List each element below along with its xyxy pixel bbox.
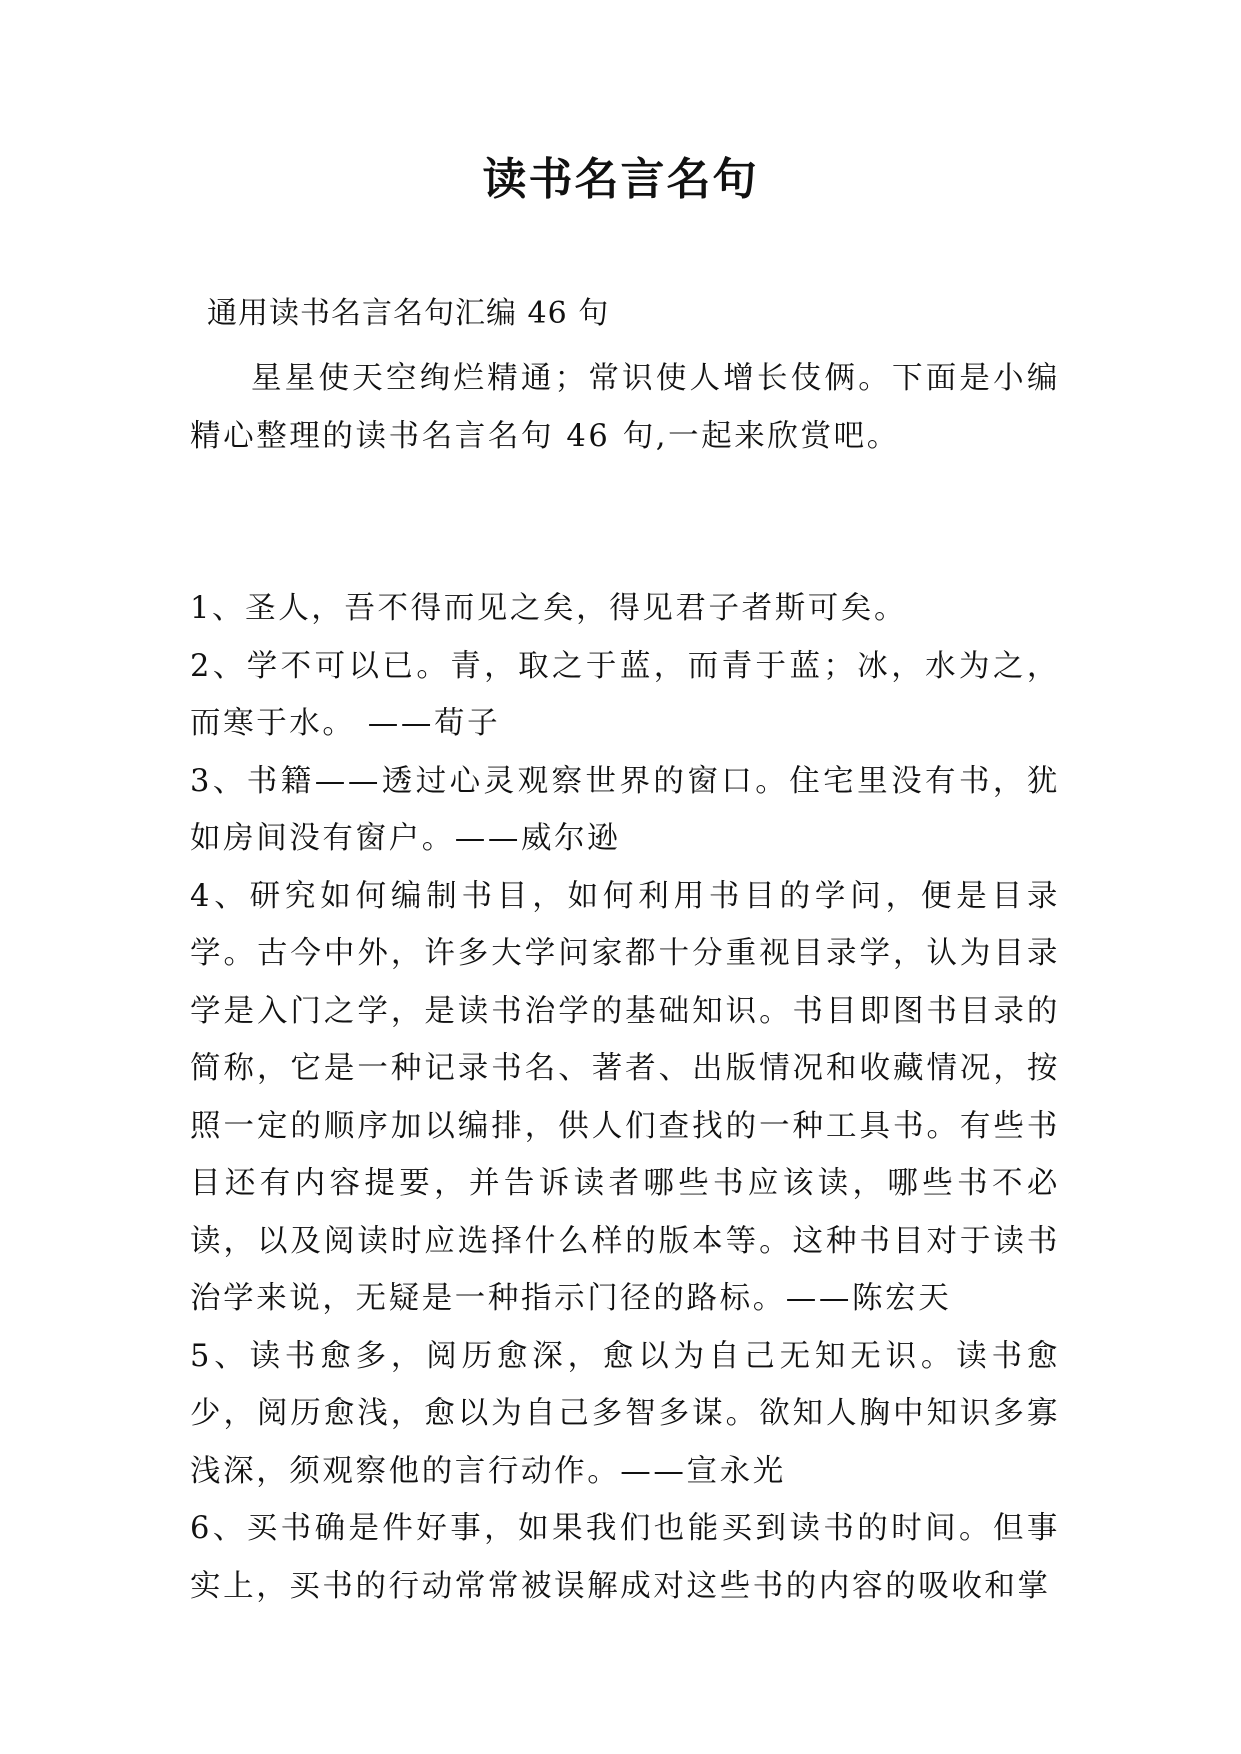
document-body [190, 350, 1060, 1615]
quote-paragraph-3: 3、书籍——透过心灵观察世界的窗口。住宅里没有书，犹如房间没有窗户。——威尔逊 [190, 763, 1060, 856]
quote-paragraph-5: 5、读书愈多，阅历愈深，愈以为自己无知无识。读书愈少，阅历愈浅，愈以为自己多智多谋。欲知人胸中知识多寡浅深，须观察他的言行动作。——宣永光 [190, 1338, 1060, 1489]
quote-paragraph-6: 6、买书确是件好事，如果我们也能买到读书的时间。但事实上，买书的行动常常被误解成对这些书的内容的吸收和掌 [190, 1511, 1060, 1604]
quote-paragraph-4: 4、研究如何编制书目，如何利用书目的学问，便是目录学。古今中外，许多大学问家都十分重视目录学，认为目录学是入门之学，是读书治学的基础知识。书目即图书目录的简称，它是一种记录书名、著者、出版情况和收藏情况，按照一定的顺序加以编排，供人们查找的一种工具书。有些书目还有内容提要，并告诉读者哪些书应该读，哪些书不必读，以及阅读时应选择什么样的版本等。这种书目对于读书治学来说，无疑是一种指示门径的路标。——陈宏天 [190, 878, 1060, 1316]
paragraph-spacer [190, 465, 1060, 580]
quote-paragraph-2: 2、学不可以已。青，取之于蓝，而青于蓝；冰，水为之，而寒于水。 ——荀子 [190, 648, 1060, 741]
document-subtitle: 通用读书名言名句汇编 46 句 [207, 296, 610, 331]
quote-paragraph-1: 1、圣人，吾不得而见之矣，得见君子者斯可矣。 [190, 591, 908, 626]
document-title: 读书名言名句 [482, 154, 759, 205]
intro-paragraph: 星星使天空绚烂精通；常识使人增长伎俩。下面是小编精心整理的读书名言名句 46 句,一起来欣赏吧。 [190, 361, 1060, 454]
